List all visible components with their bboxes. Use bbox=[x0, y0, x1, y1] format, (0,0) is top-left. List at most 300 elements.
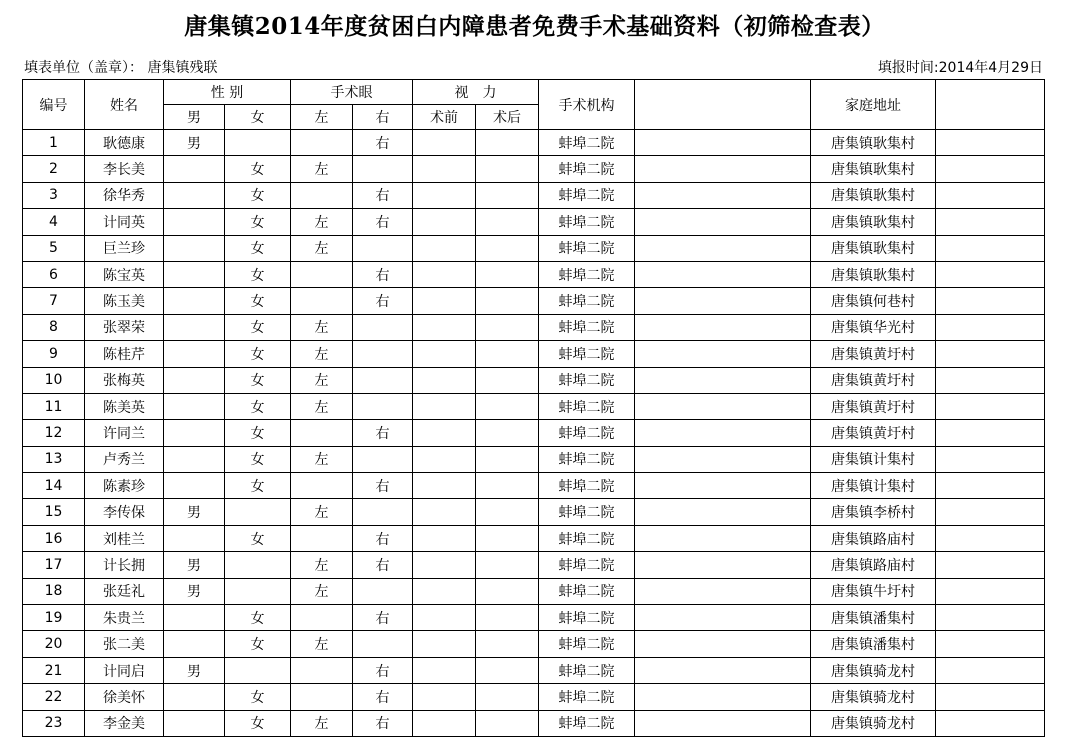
cell-left-eye: 左 bbox=[291, 710, 353, 736]
cell-vision-before bbox=[413, 314, 476, 340]
cell-institution: 蚌埠二院 bbox=[539, 235, 635, 261]
cell-no: 13 bbox=[23, 446, 85, 472]
cell-address: 唐集镇计集村 bbox=[811, 473, 936, 499]
cell-no: 3 bbox=[23, 182, 85, 208]
cell-left-eye: 左 bbox=[291, 235, 353, 261]
cell-left-eye: 左 bbox=[291, 314, 353, 340]
cell-no: 6 bbox=[23, 261, 85, 287]
header-extra bbox=[936, 80, 1045, 130]
cell-female: 女 bbox=[225, 261, 291, 287]
cell-institution: 蚌埠二院 bbox=[539, 525, 635, 551]
cell-institution: 蚌埠二院 bbox=[539, 288, 635, 314]
cell-female: 女 bbox=[225, 341, 291, 367]
cell-male bbox=[164, 261, 225, 287]
cell-name: 许同兰 bbox=[85, 420, 164, 446]
cell-female: 女 bbox=[225, 446, 291, 472]
cell-blank bbox=[635, 261, 811, 287]
cell-blank bbox=[635, 525, 811, 551]
cell-male bbox=[164, 684, 225, 710]
cell-male: 男 bbox=[164, 130, 225, 156]
cell-male bbox=[164, 182, 225, 208]
cell-blank bbox=[635, 156, 811, 182]
cell-vision-after bbox=[476, 710, 539, 736]
cell-address: 唐集镇黄圩村 bbox=[811, 393, 936, 419]
cell-extra bbox=[936, 525, 1045, 551]
cell-male bbox=[164, 235, 225, 261]
cell-name: 计长拥 bbox=[85, 552, 164, 578]
cell-name: 巨兰珍 bbox=[85, 235, 164, 261]
cell-right-eye: 右 bbox=[353, 473, 413, 499]
cell-female: 女 bbox=[225, 288, 291, 314]
cell-vision-before bbox=[413, 446, 476, 472]
table-row bbox=[23, 710, 1045, 736]
table-row bbox=[23, 209, 1045, 235]
cell-extra bbox=[936, 341, 1045, 367]
cell-address: 唐集镇耿集村 bbox=[811, 130, 936, 156]
cell-institution: 蚌埠二院 bbox=[539, 209, 635, 235]
cell-vision-after bbox=[476, 631, 539, 657]
cell-male bbox=[164, 393, 225, 419]
cell-vision-before bbox=[413, 130, 476, 156]
header-female: 女 bbox=[225, 105, 291, 130]
cell-right-eye: 右 bbox=[353, 684, 413, 710]
cell-no: 4 bbox=[23, 209, 85, 235]
cell-male bbox=[164, 446, 225, 472]
cell-extra bbox=[936, 261, 1045, 287]
cell-name: 张翠荣 bbox=[85, 314, 164, 340]
table-row bbox=[23, 578, 1045, 604]
cell-no: 18 bbox=[23, 578, 85, 604]
cell-female: 女 bbox=[225, 367, 291, 393]
cell-extra bbox=[936, 684, 1045, 710]
cell-name: 计同英 bbox=[85, 209, 164, 235]
cell-extra bbox=[936, 182, 1045, 208]
header-after: 术后 bbox=[476, 105, 539, 130]
cell-address: 唐集镇骑龙村 bbox=[811, 684, 936, 710]
cell-female: 女 bbox=[225, 235, 291, 261]
cell-male bbox=[164, 288, 225, 314]
cell-male bbox=[164, 420, 225, 446]
cell-address: 唐集镇李桥村 bbox=[811, 499, 936, 525]
table-row bbox=[23, 420, 1045, 446]
cell-name: 计同启 bbox=[85, 657, 164, 683]
cell-left-eye: 左 bbox=[291, 156, 353, 182]
cell-name: 耿德康 bbox=[85, 130, 164, 156]
cell-right-eye: 右 bbox=[353, 288, 413, 314]
cell-male bbox=[164, 710, 225, 736]
cell-extra bbox=[936, 578, 1045, 604]
cell-vision-before bbox=[413, 367, 476, 393]
cell-extra bbox=[936, 367, 1045, 393]
cell-vision-after bbox=[476, 657, 539, 683]
cell-no: 2 bbox=[23, 156, 85, 182]
cell-institution: 蚌埠二院 bbox=[539, 578, 635, 604]
cell-blank bbox=[635, 499, 811, 525]
header-right: 右 bbox=[353, 105, 413, 130]
cell-blank bbox=[635, 235, 811, 261]
cell-vision-after bbox=[476, 473, 539, 499]
cell-vision-before bbox=[413, 156, 476, 182]
cell-address: 唐集镇潘集村 bbox=[811, 631, 936, 657]
cell-institution: 蚌埠二院 bbox=[539, 261, 635, 287]
cell-vision-after bbox=[476, 525, 539, 551]
cell-extra bbox=[936, 393, 1045, 419]
cell-address: 唐集镇耿集村 bbox=[811, 156, 936, 182]
cell-vision-before bbox=[413, 499, 476, 525]
cell-female: 女 bbox=[225, 156, 291, 182]
table-row bbox=[23, 446, 1045, 472]
cell-extra bbox=[936, 288, 1045, 314]
cell-institution: 蚌埠二院 bbox=[539, 156, 635, 182]
cell-address: 唐集镇牛圩村 bbox=[811, 578, 936, 604]
cell-address: 唐集镇耿集村 bbox=[811, 182, 936, 208]
cell-vision-after bbox=[476, 499, 539, 525]
cell-right-eye: 右 bbox=[353, 525, 413, 551]
cell-vision-after bbox=[476, 420, 539, 446]
table-row bbox=[23, 235, 1045, 261]
cell-name: 陈美英 bbox=[85, 393, 164, 419]
cell-address: 唐集镇华光村 bbox=[811, 314, 936, 340]
cell-institution: 蚌埠二院 bbox=[539, 367, 635, 393]
cell-left-eye: 左 bbox=[291, 341, 353, 367]
table-row bbox=[23, 552, 1045, 578]
cell-institution: 蚌埠二院 bbox=[539, 393, 635, 419]
table-row bbox=[23, 156, 1045, 182]
cell-left-eye: 左 bbox=[291, 552, 353, 578]
table-row bbox=[23, 605, 1045, 631]
cell-no: 9 bbox=[23, 341, 85, 367]
cell-female: 女 bbox=[225, 393, 291, 419]
cell-blank bbox=[635, 182, 811, 208]
cell-vision-after bbox=[476, 341, 539, 367]
cell-left-eye: 左 bbox=[291, 446, 353, 472]
cell-female bbox=[225, 657, 291, 683]
cell-no: 10 bbox=[23, 367, 85, 393]
cell-name: 陈玉美 bbox=[85, 288, 164, 314]
cell-vision-after bbox=[476, 130, 539, 156]
cell-address: 唐集镇黄圩村 bbox=[811, 341, 936, 367]
table-row bbox=[23, 631, 1045, 657]
header-address: 家庭地址 bbox=[811, 80, 936, 130]
cell-extra bbox=[936, 657, 1045, 683]
cell-institution: 蚌埠二院 bbox=[539, 341, 635, 367]
table-row bbox=[23, 367, 1045, 393]
cell-male bbox=[164, 525, 225, 551]
cell-right-eye: 右 bbox=[353, 130, 413, 156]
cell-right-eye bbox=[353, 631, 413, 657]
cell-female bbox=[225, 552, 291, 578]
reporting-unit: 填表单位（盖章）： 唐集镇残联 bbox=[24, 60, 218, 76]
cell-name: 张廷礼 bbox=[85, 578, 164, 604]
cell-extra bbox=[936, 420, 1045, 446]
cell-blank bbox=[635, 420, 811, 446]
cell-vision-before bbox=[413, 710, 476, 736]
cell-blank bbox=[635, 552, 811, 578]
header-vision: 视 力 bbox=[413, 80, 539, 105]
page-title: 唐集镇2014年度贫困白内障患者免费手术基础资料（初筛检查表） bbox=[184, 13, 885, 40]
table-row bbox=[23, 314, 1045, 340]
cell-name: 陈素珍 bbox=[85, 473, 164, 499]
cell-right-eye: 右 bbox=[353, 209, 413, 235]
cell-right-eye bbox=[353, 156, 413, 182]
cell-right-eye: 右 bbox=[353, 261, 413, 287]
cell-institution: 蚌埠二院 bbox=[539, 473, 635, 499]
cell-female: 女 bbox=[225, 605, 291, 631]
cell-institution: 蚌埠二院 bbox=[539, 499, 635, 525]
cell-vision-before bbox=[413, 393, 476, 419]
cell-no: 17 bbox=[23, 552, 85, 578]
cell-left-eye: 左 bbox=[291, 209, 353, 235]
cell-blank bbox=[635, 341, 811, 367]
table-row bbox=[23, 288, 1045, 314]
cell-no: 7 bbox=[23, 288, 85, 314]
cell-female bbox=[225, 499, 291, 525]
cell-vision-before bbox=[413, 552, 476, 578]
cell-name: 李金美 bbox=[85, 710, 164, 736]
cell-vision-before bbox=[413, 657, 476, 683]
header-name: 姓名 bbox=[85, 80, 164, 130]
cell-blank bbox=[635, 578, 811, 604]
header-left: 左 bbox=[291, 105, 353, 130]
table-row bbox=[23, 130, 1045, 156]
cell-no: 11 bbox=[23, 393, 85, 419]
cell-vision-before bbox=[413, 235, 476, 261]
cell-name: 李传保 bbox=[85, 499, 164, 525]
cell-blank bbox=[635, 473, 811, 499]
cell-right-eye: 右 bbox=[353, 420, 413, 446]
cell-vision-after bbox=[476, 684, 539, 710]
cell-institution: 蚌埠二院 bbox=[539, 420, 635, 446]
cell-male bbox=[164, 341, 225, 367]
cell-extra bbox=[936, 156, 1045, 182]
cell-right-eye bbox=[353, 446, 413, 472]
cell-vision-before bbox=[413, 578, 476, 604]
cell-blank bbox=[635, 288, 811, 314]
table-row bbox=[23, 341, 1045, 367]
cell-female: 女 bbox=[225, 631, 291, 657]
cell-address: 唐集镇黄圩村 bbox=[811, 420, 936, 446]
table-body bbox=[23, 130, 1045, 737]
cell-vision-before bbox=[413, 631, 476, 657]
cell-no: 16 bbox=[23, 525, 85, 551]
cell-name: 李长美 bbox=[85, 156, 164, 182]
cell-name: 徐美怀 bbox=[85, 684, 164, 710]
table-row bbox=[23, 657, 1045, 683]
screening-table bbox=[22, 79, 1045, 737]
cell-vision-before bbox=[413, 525, 476, 551]
cell-right-eye bbox=[353, 235, 413, 261]
cell-male bbox=[164, 605, 225, 631]
cell-male: 男 bbox=[164, 578, 225, 604]
table-row bbox=[23, 499, 1045, 525]
cell-institution: 蚌埠二院 bbox=[539, 684, 635, 710]
cell-vision-after bbox=[476, 235, 539, 261]
cell-institution: 蚌埠二院 bbox=[539, 605, 635, 631]
cell-vision-after bbox=[476, 393, 539, 419]
cell-no: 22 bbox=[23, 684, 85, 710]
cell-vision-after bbox=[476, 605, 539, 631]
cell-address: 唐集镇耿集村 bbox=[811, 235, 936, 261]
header-blank bbox=[635, 80, 811, 130]
cell-left-eye: 左 bbox=[291, 393, 353, 419]
header-institution: 手术机构 bbox=[539, 80, 635, 130]
cell-extra bbox=[936, 130, 1045, 156]
cell-vision-before bbox=[413, 182, 476, 208]
cell-no: 14 bbox=[23, 473, 85, 499]
cell-address: 唐集镇潘集村 bbox=[811, 605, 936, 631]
cell-vision-after bbox=[476, 182, 539, 208]
cell-no: 5 bbox=[23, 235, 85, 261]
table-row bbox=[23, 393, 1045, 419]
cell-left-eye bbox=[291, 420, 353, 446]
cell-institution: 蚌埠二院 bbox=[539, 631, 635, 657]
cell-institution: 蚌埠二院 bbox=[539, 657, 635, 683]
cell-blank bbox=[635, 209, 811, 235]
header-male: 男 bbox=[164, 105, 225, 130]
cell-female bbox=[225, 578, 291, 604]
cell-male: 男 bbox=[164, 499, 225, 525]
cell-female: 女 bbox=[225, 473, 291, 499]
cell-address: 唐集镇何巷村 bbox=[811, 288, 936, 314]
cell-institution: 蚌埠二院 bbox=[539, 182, 635, 208]
cell-right-eye bbox=[353, 499, 413, 525]
cell-right-eye: 右 bbox=[353, 605, 413, 631]
cell-female: 女 bbox=[225, 710, 291, 736]
cell-extra bbox=[936, 631, 1045, 657]
header-gender: 性 别 bbox=[164, 80, 291, 105]
cell-right-eye: 右 bbox=[353, 710, 413, 736]
cell-address: 唐集镇黄圩村 bbox=[811, 367, 936, 393]
cell-no: 19 bbox=[23, 605, 85, 631]
cell-male bbox=[164, 314, 225, 340]
cell-no: 21 bbox=[23, 657, 85, 683]
cell-vision-after bbox=[476, 209, 539, 235]
cell-vision-after bbox=[476, 367, 539, 393]
cell-name: 刘桂兰 bbox=[85, 525, 164, 551]
cell-male bbox=[164, 473, 225, 499]
cell-vision-after bbox=[476, 552, 539, 578]
cell-male bbox=[164, 631, 225, 657]
cell-address: 唐集镇路庙村 bbox=[811, 525, 936, 551]
cell-extra bbox=[936, 446, 1045, 472]
cell-name: 陈桂芹 bbox=[85, 341, 164, 367]
cell-extra bbox=[936, 710, 1045, 736]
cell-address: 唐集镇计集村 bbox=[811, 446, 936, 472]
cell-female bbox=[225, 130, 291, 156]
cell-blank bbox=[635, 605, 811, 631]
cell-blank bbox=[635, 657, 811, 683]
cell-institution: 蚌埠二院 bbox=[539, 710, 635, 736]
cell-blank bbox=[635, 367, 811, 393]
table-row bbox=[23, 261, 1045, 287]
cell-institution: 蚌埠二院 bbox=[539, 314, 635, 340]
cell-right-eye: 右 bbox=[353, 552, 413, 578]
cell-vision-before bbox=[413, 605, 476, 631]
cell-name: 朱贵兰 bbox=[85, 605, 164, 631]
cell-vision-after bbox=[476, 288, 539, 314]
cell-extra bbox=[936, 235, 1045, 261]
cell-name: 徐华秀 bbox=[85, 182, 164, 208]
cell-extra bbox=[936, 552, 1045, 578]
cell-vision-after bbox=[476, 261, 539, 287]
cell-vision-before bbox=[413, 420, 476, 446]
cell-left-eye bbox=[291, 182, 353, 208]
cell-blank bbox=[635, 631, 811, 657]
cell-blank bbox=[635, 314, 811, 340]
cell-right-eye bbox=[353, 393, 413, 419]
cell-blank bbox=[635, 393, 811, 419]
cell-left-eye: 左 bbox=[291, 499, 353, 525]
cell-vision-before bbox=[413, 473, 476, 499]
header-eye: 手术眼 bbox=[291, 80, 413, 105]
cell-right-eye bbox=[353, 578, 413, 604]
cell-address: 唐集镇耿集村 bbox=[811, 261, 936, 287]
cell-vision-before bbox=[413, 341, 476, 367]
cell-vision-after bbox=[476, 314, 539, 340]
cell-vision-after bbox=[476, 156, 539, 182]
cell-name: 张梅英 bbox=[85, 367, 164, 393]
cell-extra bbox=[936, 314, 1045, 340]
cell-male bbox=[164, 209, 225, 235]
header-before: 术前 bbox=[413, 105, 476, 130]
cell-vision-after bbox=[476, 578, 539, 604]
cell-vision-before bbox=[413, 288, 476, 314]
cell-male bbox=[164, 367, 225, 393]
cell-male: 男 bbox=[164, 552, 225, 578]
cell-left-eye bbox=[291, 657, 353, 683]
cell-left-eye bbox=[291, 473, 353, 499]
cell-vision-before bbox=[413, 209, 476, 235]
cell-address: 唐集镇骑龙村 bbox=[811, 657, 936, 683]
cell-female: 女 bbox=[225, 420, 291, 446]
cell-right-eye: 右 bbox=[353, 182, 413, 208]
cell-female: 女 bbox=[225, 525, 291, 551]
cell-blank bbox=[635, 710, 811, 736]
cell-male bbox=[164, 156, 225, 182]
cell-blank bbox=[635, 446, 811, 472]
table-row bbox=[23, 684, 1045, 710]
cell-female: 女 bbox=[225, 684, 291, 710]
cell-address: 唐集镇路庙村 bbox=[811, 552, 936, 578]
cell-extra bbox=[936, 605, 1045, 631]
cell-extra bbox=[936, 209, 1045, 235]
cell-right-eye bbox=[353, 341, 413, 367]
cell-name: 张二美 bbox=[85, 631, 164, 657]
cell-left-eye bbox=[291, 288, 353, 314]
cell-left-eye: 左 bbox=[291, 631, 353, 657]
cell-institution: 蚌埠二院 bbox=[539, 130, 635, 156]
cell-left-eye bbox=[291, 605, 353, 631]
cell-vision-before bbox=[413, 684, 476, 710]
cell-name: 陈宝英 bbox=[85, 261, 164, 287]
cell-name: 卢秀兰 bbox=[85, 446, 164, 472]
cell-left-eye bbox=[291, 525, 353, 551]
cell-no: 1 bbox=[23, 130, 85, 156]
report-date: 填报时间:2014年4月29日 bbox=[877, 60, 1043, 76]
cell-blank bbox=[635, 684, 811, 710]
cell-blank bbox=[635, 130, 811, 156]
table-row bbox=[23, 473, 1045, 499]
cell-address: 唐集镇耿集村 bbox=[811, 209, 936, 235]
cell-no: 12 bbox=[23, 420, 85, 446]
cell-left-eye: 左 bbox=[291, 367, 353, 393]
cell-institution: 蚌埠二院 bbox=[539, 446, 635, 472]
cell-institution: 蚌埠二院 bbox=[539, 552, 635, 578]
table-row bbox=[23, 182, 1045, 208]
header-no: 编号 bbox=[23, 80, 85, 130]
cell-no: 23 bbox=[23, 710, 85, 736]
cell-male: 男 bbox=[164, 657, 225, 683]
